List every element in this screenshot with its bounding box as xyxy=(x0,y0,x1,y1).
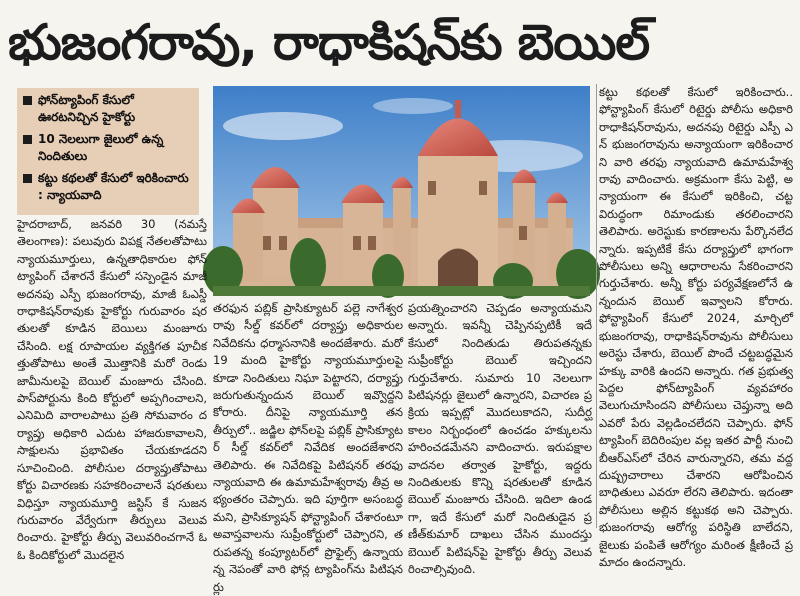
square-bullet-icon xyxy=(23,174,32,183)
highlights-box xyxy=(17,88,199,215)
square-bullet-icon xyxy=(23,135,32,144)
article-column-right: కట్టు కథలతో కేసులో ఇరికించారు.. ఫోన్ట్యాపింగ్ కేసులో రిటైర్డు పోలీసు అధికారి రాధాకిషన్‌రావును, అదనపు రిటైర్డు ఎస్పీ ఎన్ భుజంగరావును అన్యాయంగా ఇరికించారని వారి తరఫు న్యాయవాది ఉమామహేశ్వరావు వాదించారు. అక్రమంగా కేసు పెట్టి, అన్యాయంగా ఈ కేసులో ఇరికించి, చట్ట విరుద్ధంగా రిమాండుకు తరలించారని తెలిపారు. అరెస్టుకు కారణాలను పేర్కొనలేదన్నారు. ఇప్పటికే కేసు దర్యాప్తులో భాగంగా పోలీసులు అన్ని ఆధారాలను సేకరించారని గుర్తుచేశారు. అన్నీ కోర్టు పర్యవేక్షణలోనే ఉన్నందున బెయిల్ ఇవ్వాలని కోరారు. ఫోన్ట్యాపింగ్ కేసులో 2024, మార్చిలో భుజంగరావు, రాధాకిషన్‌రావును పోలీసులు అరెస్టు చేశారు, బెయిల్ పొందే చట్టబద్ధమైన హక్కు వారికి ఉందని అన్నారు. గత ప్రభుత్వ పెద్దల ఫోన్‌ట్యాపింగ్ వ్యవహారం వెలుగుచూసిందని పోలీసులు చెప్తున్నా అది ఎవరో పేరు వెల్లడించలేదని చెప్పారు. ఫోన్ ట్యాపింగ్ బెదిరింపుల వల్ల ఇతర పార్టీ నుంచి బీఆర్‌ఎస్‌లో చేరిన వారున్నారని, తమ వద్ద దుష్ప్రచారాలు చేశారని ఆరోపించిన బాధితులు ఎవరూ లేరని తెలిపారు. ఇదంతా పోలీసులు అల్లిన కట్టుకథ అని చెప్పారు. భుజంగరావు ఆరోగ్య పరిస్థితి బాలేదని, జైలుకు పంపితే ఆరోగ్యం మరింత క్షీణించే ప్రమాదం ఉందన్నారు. xyxy=(599,85,793,569)
column-divider xyxy=(596,84,597,528)
highlight-text: 10 నెలలుగా జైలులో ఉన్న నిందితులు xyxy=(38,132,164,163)
highlight-item xyxy=(23,170,193,204)
headline: భుజంగరావు, రాధాకిషన్‌కు బెయిల్ xyxy=(8,14,650,71)
square-bullet-icon xyxy=(23,96,32,105)
high-court-illustration xyxy=(213,86,590,296)
article-column-middle-2: ప్రయత్నించారని చెప్పడం అన్యాయమని అన్నారు. ఇవన్నీ చెప్పినప్పటికీ ఇదే కేసులో నిందితుడు తిరుపతన్నకు సుప్రీంకోర్టు బెయిల్ ఇచ్చిందని గుర్తుచేశారు. సుమారు 10 నెలలుగా పిటిషనర్లు జైలులో ఉన్నారని, విచారణ ప్రక్రియ ఇప్పట్లో మొదలుకాదని, సుదీర్ఘ కాలం నిర్బంధంలో ఉంచడం హక్కులను హరించడమేనని వాదించారు. ఇరుపక్షాల వాదనల తర్వాత హైకోర్టు, ఇద్దరు నిందితులకు కొన్ని షరతులతో కూడిన బెయిల్ మంజూరు చేసింది. ఇదిలా ఉండగా, ఇదే కేసులో మరో నిందితుడైన ప్రణీత్‌కుమార్ దాఖలు చేసిన ముందస్తు బెయిల్ పిటిషన్‌పై హైకోర్టు తీర్పు వెలువరించాల్సివుంది. xyxy=(408,301,592,577)
highlight-item xyxy=(23,92,193,126)
article-column-left: హైదరాబాద్, జనవరి 30 (నమస్తే తెలంగాణ): పలువురు విపక్ష నేతలతోపాటు న్యాయమూర్తులు, ఉన్నతాధికారుల ఫోన్ ట్యాపింగ్ చేశారనే కేసులో సస్పెండైన మాజీ అదనపు ఎస్పీ భుజంగరావు, మాజీ ఓఎస్డీ రాధాకిషన్‌రావుకు హైకోర్టు గురువారం షరతులతో కూడిన బెయిలు మంజూరు చేసింది. లక్ష రూపాయల వ్యక్తిగత పూచీకత్తుతోపాటు అంతే మొత్తానికి మరో రెండు జామీనులపై బెయిల్ మంజూరు చేసింది. పాస్‌పోర్టును కింది కోర్టులో అప్పగించాలని, ఎనిమిది వారాలపాటు ప్రతి సోమవారం దర్యాప్తు అధికారి ఎదుట హాజరుకావాలని, సాక్షులను ప్రభావితం చేయకూడదని సూచించింది. పోలీసుల దర్యాప్తుతోపాటు కోర్టు విచారణకు సహకరించాలనే షరతులు విధిస్తూ న్యాయమూర్తి జస్టిస్ కే సుజన గురువారం వేర్వేరుగా తీర్పులు వెలువరించారు. హైకోర్టు తీర్పు వెలువరించగానే ఓఓ కిందికోర్టులో మొదలైన xyxy=(17,217,207,562)
high-court-photo xyxy=(213,86,590,296)
highlight-item xyxy=(23,131,193,165)
article-column-middle-1: తరఫున పబ్లిక్ ప్రాసిక్యూటర్ పల్లె నాగేశ్వర రావు సీల్డ్ కవర్‌లో దర్యాప్తు అధికారుల నివేదికను ధర్మాసనానికి అందజేశారు. మరో 19 మంది హైకోర్టు న్యాయమూర్తులపై కూడా నిందితులు నిఘా పెట్టారని, దర్యాప్తు జరుగుతున్నందున బెయిల్ ఇవ్వొద్దని కోరారు. దీనిపై న్యాయమూర్తి తన తీర్పులో.. జడ్జిల ఫోన్‌లపై పబ్లిక్ ప్రాసిక్యూటర్ సీల్డ్ కవర్‌లో నివేదిక అందజేశారని తెలిపారు. ఈ నివేదికపై పిటిషనర్ తరఫు న్యాయవాది ఈ ఉమామహేశ్వరావు తీవ్ర అభ్యంతరం చెప్పారు. ఇది పూర్తిగా అసంబద్ధమని, ప్రాసిక్యూషన్ ఫోన్ట్యాపింగ్ చేశారంటూ అవాస్తవాలను సుప్రీంకోర్టులో చెప్పారని, తరుపతన్న కంప్యూటర్‌లో ప్రొఫైల్స్ ఉన్నాయన్న నెపంతో వారి ఫోన్ల ట్యాపింగ్‌ను పిటిషనర్లు xyxy=(213,301,403,594)
highlight-text: కట్టు కథలతో కేసులో ఇరికించారు : న్యాయవాది xyxy=(38,171,189,202)
highlight-text: ఫోన్‌ట్యాపింగ్ కేసులో ఊరటనిచ్చిన హైకోర్టు xyxy=(38,93,136,124)
